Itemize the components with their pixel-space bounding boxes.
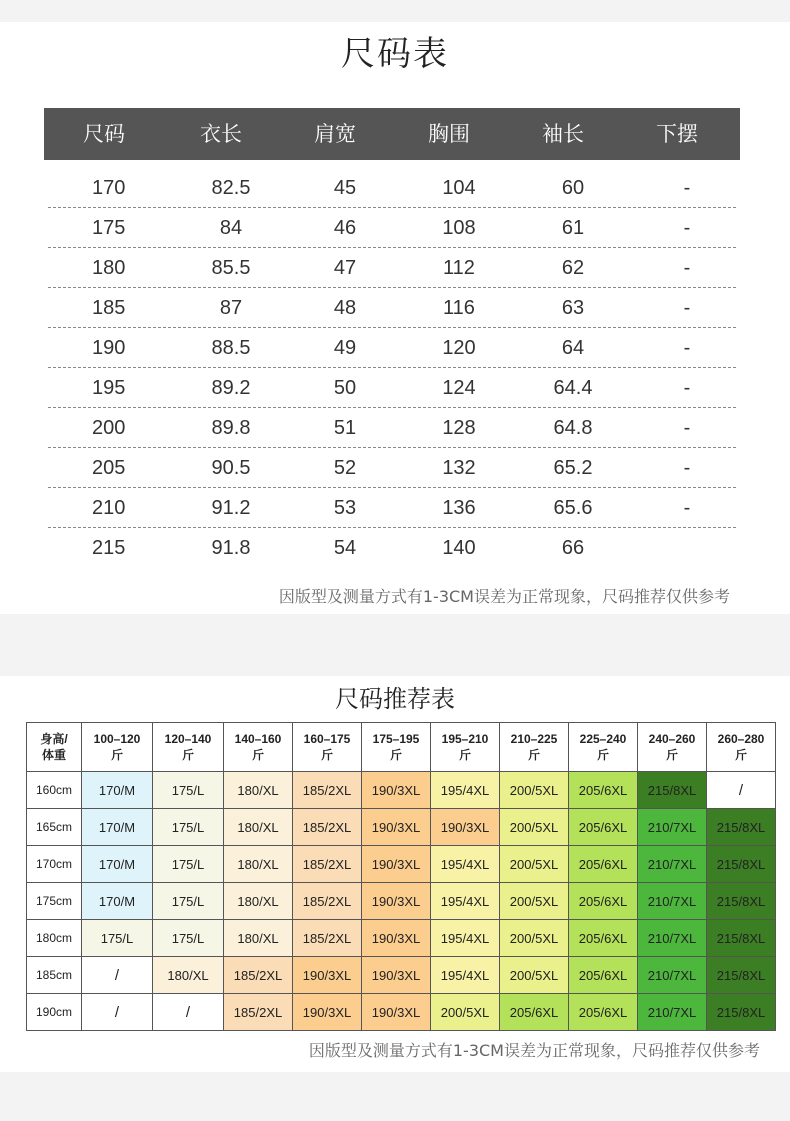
size-recommend-cell: 190/3XL xyxy=(293,957,362,994)
table-cell: 82.5 xyxy=(211,177,251,199)
weight-header-line: 210–225 xyxy=(510,732,558,746)
table-cell: 170 xyxy=(92,177,126,199)
size-chart-note: 因版型及测量方式有1-3CM误差为正常现象，尺码推荐仅供参考 xyxy=(278,587,730,606)
size-chart-header-cell: 胸围 xyxy=(428,122,470,146)
size-recommend-cell: 190/3XL xyxy=(362,772,431,809)
size-recommend-cell: 205/6XL xyxy=(569,957,638,994)
size-recommend-cell: 175/L xyxy=(153,920,224,957)
weight-header-line: 斤 xyxy=(527,748,540,762)
table-cell: 200 xyxy=(92,417,126,439)
size-recommend-cell: 200/5XL xyxy=(500,920,569,957)
table-cell: - xyxy=(683,417,691,439)
size-recommend-cell: 190/3XL xyxy=(362,920,431,957)
weight-header xyxy=(82,723,153,772)
table-cell: 64.4 xyxy=(553,377,593,399)
weight-header xyxy=(500,723,569,772)
size-recommend-cell: 190/3XL xyxy=(293,994,362,1031)
corner-header xyxy=(27,723,82,772)
weight-header-line: 195–210 xyxy=(441,732,489,746)
size-recommend-cell: 190/3XL xyxy=(362,957,431,994)
table-cell: 128 xyxy=(442,417,476,439)
table-row xyxy=(48,208,736,248)
size-chart-title: 尺码表 xyxy=(341,34,449,74)
size-recommend-cell: / xyxy=(82,957,153,994)
table-cell: 89.8 xyxy=(211,417,251,439)
table-cell: 53 xyxy=(333,497,357,519)
size-chart-panel xyxy=(0,22,790,614)
size-chart-rows xyxy=(48,168,736,567)
weight-header-line: 100–120 xyxy=(93,732,141,746)
size-recommend-cell: 215/8XL xyxy=(707,809,776,846)
table-row xyxy=(48,488,736,528)
size-recommend-cell: 185/2XL xyxy=(224,994,293,1031)
table-cell: 190 xyxy=(92,337,126,359)
size-recommend-cell: 210/7XL xyxy=(638,920,707,957)
table-cell: 52 xyxy=(333,457,357,479)
size-recommend-cell: 175/L xyxy=(153,772,224,809)
recommend-chart-title: 尺码推荐表 xyxy=(335,685,455,713)
table-cell: 65.6 xyxy=(553,497,593,519)
size-recommend-cell: 210/7XL xyxy=(638,809,707,846)
size-recommend-cell: 195/4XL xyxy=(431,883,500,920)
table-row xyxy=(27,994,776,1031)
recommend-table xyxy=(26,722,776,1031)
weight-header-line: 175–195 xyxy=(372,732,420,746)
size-chart-header-cell: 袖长 xyxy=(542,122,584,146)
size-chart-header-cell: 下摆 xyxy=(656,122,698,146)
size-recommend-cell: 200/5XL xyxy=(431,994,500,1031)
table-row xyxy=(48,448,736,488)
weight-header-line: 斤 xyxy=(596,748,609,762)
table-cell xyxy=(630,528,744,567)
table-cell: 62 xyxy=(561,257,585,279)
size-recommend-cell: 170/M xyxy=(82,846,153,883)
table-cell: 136 xyxy=(442,497,476,519)
table-cell: 132 xyxy=(442,457,476,479)
table-cell: 49 xyxy=(333,337,357,359)
table-cell: - xyxy=(683,257,691,279)
weight-header-line: 斤 xyxy=(734,748,747,762)
table-cell: 91.8 xyxy=(211,537,251,559)
size-recommend-cell: 205/6XL xyxy=(569,920,638,957)
table-cell: 85.5 xyxy=(211,257,251,279)
table-cell: - xyxy=(683,177,691,199)
size-chart-header-cell: 肩宽 xyxy=(314,122,356,146)
size-recommend-cell: 180/XL xyxy=(224,809,293,846)
table-cell: - xyxy=(683,337,691,359)
size-recommend-cell: 190/3XL xyxy=(362,994,431,1031)
table-cell: 180 xyxy=(92,257,126,279)
size-recommend-cell: 200/5XL xyxy=(500,846,569,883)
corner-header-line: 身高/ xyxy=(40,732,68,746)
height-label: 170cm xyxy=(27,846,82,883)
table-cell: - xyxy=(683,217,691,239)
size-recommend-cell: 180/XL xyxy=(224,883,293,920)
height-label: 180cm xyxy=(27,920,82,957)
table-cell: 104 xyxy=(442,177,476,199)
size-recommend-cell: / xyxy=(82,994,153,1031)
recommend-chart-note: 因版型及测量方式有1-3CM误差为正常现象，尺码推荐仅供参考 xyxy=(308,1041,760,1060)
size-recommend-cell: 180/XL xyxy=(224,920,293,957)
height-label: 190cm xyxy=(27,994,82,1031)
table-cell: 116 xyxy=(443,297,475,319)
table-cell: 45 xyxy=(333,177,357,199)
recommend-chart-panel xyxy=(0,676,790,1072)
height-label: 175cm xyxy=(27,883,82,920)
size-recommend-cell: 210/7XL xyxy=(638,957,707,994)
table-cell: 48 xyxy=(333,297,357,319)
size-recommend-cell: 175/L xyxy=(82,920,153,957)
table-row xyxy=(27,809,776,846)
size-recommend-cell: 215/8XL xyxy=(638,772,707,809)
table-cell: 84 xyxy=(219,217,243,239)
table-row xyxy=(27,957,776,994)
size-recommend-cell: 200/5XL xyxy=(500,957,569,994)
size-recommend-cell: 185/2XL xyxy=(293,920,362,957)
table-cell: 64.8 xyxy=(553,417,593,439)
weight-header-line: 260–280 xyxy=(717,732,765,746)
table-cell: 175 xyxy=(92,217,126,239)
table-cell: 88.5 xyxy=(211,337,251,359)
size-recommend-cell: 205/6XL xyxy=(500,994,569,1031)
size-recommend-cell: 170/M xyxy=(82,883,153,920)
size-recommend-cell: 215/8XL xyxy=(707,994,776,1031)
height-label: 185cm xyxy=(27,957,82,994)
table-cell: 108 xyxy=(442,217,476,239)
size-recommend-cell: / xyxy=(153,994,224,1031)
size-recommend-cell: 185/2XL xyxy=(293,809,362,846)
table-row xyxy=(48,168,736,208)
size-recommend-cell: 190/3XL xyxy=(431,809,500,846)
size-recommend-cell: 190/3XL xyxy=(362,883,431,920)
size-recommend-cell: 190/3XL xyxy=(362,846,431,883)
size-recommend-cell: 205/6XL xyxy=(569,809,638,846)
size-recommend-cell: 195/4XL xyxy=(431,846,500,883)
table-cell: 89.2 xyxy=(211,377,251,399)
table-row xyxy=(27,846,776,883)
weight-header-line: 140–160 xyxy=(234,732,282,746)
weight-header-line: 斤 xyxy=(110,748,123,762)
size-recommend-cell: 175/L xyxy=(153,846,224,883)
table-cell: 124 xyxy=(442,377,476,399)
height-label: 160cm xyxy=(27,772,82,809)
table-cell: 87 xyxy=(219,297,243,319)
table-cell: - xyxy=(683,497,691,519)
table-row xyxy=(48,528,736,567)
size-recommend-cell: 180/XL xyxy=(224,772,293,809)
weight-header xyxy=(569,723,638,772)
table-cell: - xyxy=(683,297,691,319)
table-cell: 64 xyxy=(561,337,585,359)
table-cell: 54 xyxy=(333,537,357,559)
size-recommend-cell: 195/4XL xyxy=(431,772,500,809)
size-recommend-cell: 215/8XL xyxy=(707,846,776,883)
table-cell: 215 xyxy=(92,537,126,559)
table-row xyxy=(48,328,736,368)
table-row xyxy=(27,883,776,920)
size-recommend-cell: 205/6XL xyxy=(569,994,638,1031)
size-recommend-cell: 185/2XL xyxy=(224,957,293,994)
table-cell: - xyxy=(683,457,691,479)
height-label: 165cm xyxy=(27,809,82,846)
size-chart-header-cell: 衣长 xyxy=(200,122,242,146)
weight-header-line: 斤 xyxy=(458,748,471,762)
weight-header xyxy=(707,723,776,772)
table-cell: 205 xyxy=(92,457,126,479)
corner-header-line: 体重 xyxy=(41,748,66,762)
table-cell: 112 xyxy=(443,257,475,279)
size-chart-header-cell: 尺码 xyxy=(83,122,125,146)
table-row xyxy=(48,288,736,328)
weight-header xyxy=(638,723,707,772)
table-cell: 210 xyxy=(92,497,126,519)
table-cell: 90.5 xyxy=(211,457,251,479)
table-cell: 185 xyxy=(92,297,126,319)
table-cell: 140 xyxy=(442,537,476,559)
size-recommend-cell: 210/7XL xyxy=(638,883,707,920)
table-cell: 51 xyxy=(333,417,357,439)
weight-header-line: 240–260 xyxy=(648,732,696,746)
table-row xyxy=(48,368,736,408)
weight-header-line: 斤 xyxy=(320,748,333,762)
table-cell: 65.2 xyxy=(553,457,593,479)
size-recommend-cell: 205/6XL xyxy=(569,883,638,920)
size-recommend-cell: 200/5XL xyxy=(500,772,569,809)
table-row xyxy=(48,248,736,288)
size-recommend-cell: 180/XL xyxy=(153,957,224,994)
size-recommend-cell: 215/8XL xyxy=(707,957,776,994)
table-cell: 120 xyxy=(442,337,476,359)
weight-header-line: 斤 xyxy=(389,748,402,762)
weight-header xyxy=(431,723,500,772)
size-recommend-cell: 185/2XL xyxy=(293,883,362,920)
weight-header xyxy=(293,723,362,772)
weight-header-line: 225–240 xyxy=(579,732,627,746)
table-cell: 63 xyxy=(561,297,585,319)
weight-header xyxy=(153,723,224,772)
weight-header-line: 斤 xyxy=(181,748,194,762)
table-row xyxy=(27,772,776,809)
size-chart-header xyxy=(44,108,740,160)
size-recommend-cell: 170/M xyxy=(82,809,153,846)
weight-header xyxy=(362,723,431,772)
size-recommend-cell: 205/6XL xyxy=(569,846,638,883)
weight-header xyxy=(224,723,293,772)
size-recommend-cell: 215/8XL xyxy=(707,920,776,957)
table-row xyxy=(48,408,736,448)
size-recommend-cell: 175/L xyxy=(153,809,224,846)
table-cell: 91.2 xyxy=(211,497,251,519)
weight-header-line: 斤 xyxy=(665,748,678,762)
size-recommend-cell: 185/2XL xyxy=(293,772,362,809)
size-recommend-cell: 180/XL xyxy=(224,846,293,883)
size-recommend-cell: / xyxy=(707,772,776,809)
table-cell: 50 xyxy=(333,377,357,399)
size-recommend-cell: 215/8XL xyxy=(707,883,776,920)
size-recommend-cell: 175/L xyxy=(153,883,224,920)
table-row xyxy=(27,920,776,957)
weight-header-line: 120–140 xyxy=(164,732,212,746)
size-recommend-cell: 190/3XL xyxy=(362,809,431,846)
table-cell: 61 xyxy=(561,217,585,239)
weight-header-line: 斤 xyxy=(251,748,264,762)
size-recommend-cell: 195/4XL xyxy=(431,957,500,994)
size-recommend-cell: 195/4XL xyxy=(431,920,500,957)
weight-header-line: 160–175 xyxy=(303,732,351,746)
size-recommend-cell: 210/7XL xyxy=(638,994,707,1031)
size-recommend-cell: 205/6XL xyxy=(569,772,638,809)
table-cell: 66 xyxy=(561,537,585,559)
size-recommend-cell: 200/5XL xyxy=(500,883,569,920)
size-recommend-cell: 185/2XL xyxy=(293,846,362,883)
table-cell: 46 xyxy=(333,217,357,239)
table-cell: - xyxy=(683,377,691,399)
table-cell: 47 xyxy=(333,257,357,279)
table-cell: 195 xyxy=(92,377,126,399)
size-recommend-cell: 170/M xyxy=(82,772,153,809)
table-cell: 60 xyxy=(561,177,585,199)
size-recommend-cell: 200/5XL xyxy=(500,809,569,846)
size-recommend-cell: 210/7XL xyxy=(638,846,707,883)
